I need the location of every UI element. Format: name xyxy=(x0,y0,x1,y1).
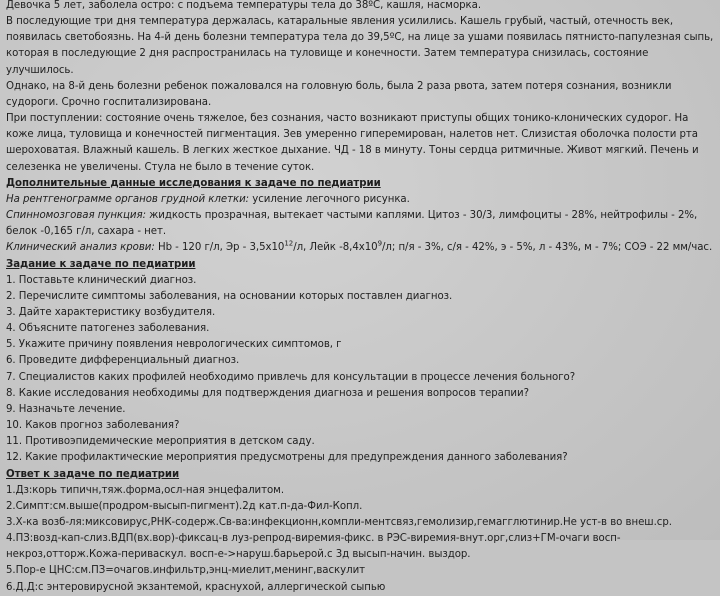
answer-heading: Ответ к задаче по педиатрии xyxy=(6,468,180,480)
document-text xyxy=(6,0,714,596)
blood-exponent-1: 12 xyxy=(284,239,294,248)
answer-item: 6.Д.Д:с энтеровирусной экзантемой, краснухой, аллергической сыпью xyxy=(6,581,386,593)
answer-item: 2.Симпт:см.выше(продром-высып-пигмент).2д кат.п-да-Фил-Копл. xyxy=(6,500,363,512)
task-heading: Задание к задаче по педиатрии xyxy=(6,258,196,270)
answer-item: 1.Дз:корь типичн,тяж.форма,осл-ная энцефалитом. xyxy=(6,484,285,496)
xray-label: На рентгенограмме органов грудной клетки: xyxy=(6,193,250,205)
investigations-heading: Дополнительные данные исследования к задаче по педиатрии xyxy=(6,177,381,189)
csf-result xyxy=(6,208,714,240)
task-item: 12. Какие профилактические мероприятия предусмотрены для предупреждения данного заболевания? xyxy=(6,452,568,464)
task-item: 1. Поставьте клинический диагноз. xyxy=(6,274,197,286)
answer-item: 4.ПЗ:возд-кап-слиз.ВДП(вх.вор)-фиксац-в луз-репрод-виремия-фикс. в РЭС-виремия-внут.орг,слиз+ГМ-очаги восп-некроз,отторж.Кожа-периваскул. восп-е->наруш.барьерой.с 3д высып-начин. выздор. xyxy=(6,533,621,561)
blood-result xyxy=(6,240,714,256)
task-item: 10. Каков прогноз заболевания? xyxy=(6,420,180,432)
xray-text: усиление легочного рисунка. xyxy=(249,193,410,205)
case-admission: При поступлении: состояние очень тяжелое, без сознания, часто возникают приступы общих тонико-клонических судорог. На коже лица, туловища и конечностей пигментация. Зев умеренно гиперемирован, налетов нет. Слизистая оболочка полости рта шероховатая. Влажный кашель. В легких жесткое дыхание. ЧД - 18 в минуту. Тоны сердца ритмичные. Живот мягкий. Печень и селезенка не увеличены. Стула не было в течение суток. xyxy=(6,113,699,173)
task-item: 3. Дайте характеристику возбудителя. xyxy=(6,306,216,318)
task-item: 9. Назначьте лечение. xyxy=(6,403,126,415)
task-item: 4. Объясните патогенез заболевания. xyxy=(6,323,210,335)
answer-item: 5.Пор-е ЦНС:см.ПЗ=очагов.инфильтр,энц-миелит,менинг,васкулит xyxy=(6,565,366,577)
blood-text-1: Нb - 120 г/л, Эр - 3,5х10 xyxy=(154,242,285,254)
task-item: 7. Специалистов каких профилей необходимо привлечь для консультации в процессе лечения больного? xyxy=(6,371,576,383)
task-item: 8. Какие исследования необходимы для подтверждения диагноза и решения вопросов терапии? xyxy=(6,387,529,399)
xray-result xyxy=(6,192,714,208)
answer-item: 3.Х-ка возб-ля:миксовирус,РНК-содерж.Св-ва:инфекционн,компли-ментсвяз,гемолизир,гемагглютинир.Не уст-в во внеш.ср. xyxy=(6,517,672,528)
blood-text-3: /л; п/я - 3%, с/я - 42%, э - 5%, л - 43%, м - 7%; СОЭ - 22 мм/час. xyxy=(382,242,713,254)
task-item: 6. Проведите дифференциальный диагноз. xyxy=(6,355,240,367)
task-item: 2. Перечислите симптомы заболевания, на основании которых поставлен диагноз. xyxy=(6,290,453,302)
case-course: В последующие три дня температура держалась, катаральные явления усилились. Кашель грубый, частый, отечность век, появилась светобоязнь. На 4-й день болезни температура тела до 39,5ºС, на лице за ушами появилась пятнисто-папулезная сыпь, которая в последующие 2 дня распространилась на туловище и конечности. Затем температура снизилась, состояние улучшилось. xyxy=(6,16,714,76)
task-item: 5. Укажите причину появления неврологических симптомов, г xyxy=(6,339,342,351)
task-item: 11. Противоэпидемические мероприятия в детском саду. xyxy=(6,436,315,448)
csf-label: Спинномозговая пункция: xyxy=(6,210,146,222)
case-complication: Однако, на 8-й день болезни ребенок пожаловался на головную боль, была 2 раза рвота, затем потеря сознания, возникли судороги. Срочно госпитализирована. xyxy=(6,80,672,108)
blood-label: Клинический анализ крови: xyxy=(6,242,155,254)
case-intro: Девочка 5 лет, заболела остро: с подъема температуры тела до 38ºС, кашля, насморка. xyxy=(6,0,482,11)
blood-text-2: /л, Лейк -8,4х10 xyxy=(293,242,378,254)
csf-text: жидкость прозрачная, вытекает частыми каплями. Цитоз - 30/3, лимфоциты - 28%, нейтрофилы - 2%, белок -0,165 г/л, сахара - нет. xyxy=(6,210,698,238)
blood-exponent-2: 9 xyxy=(377,239,383,248)
